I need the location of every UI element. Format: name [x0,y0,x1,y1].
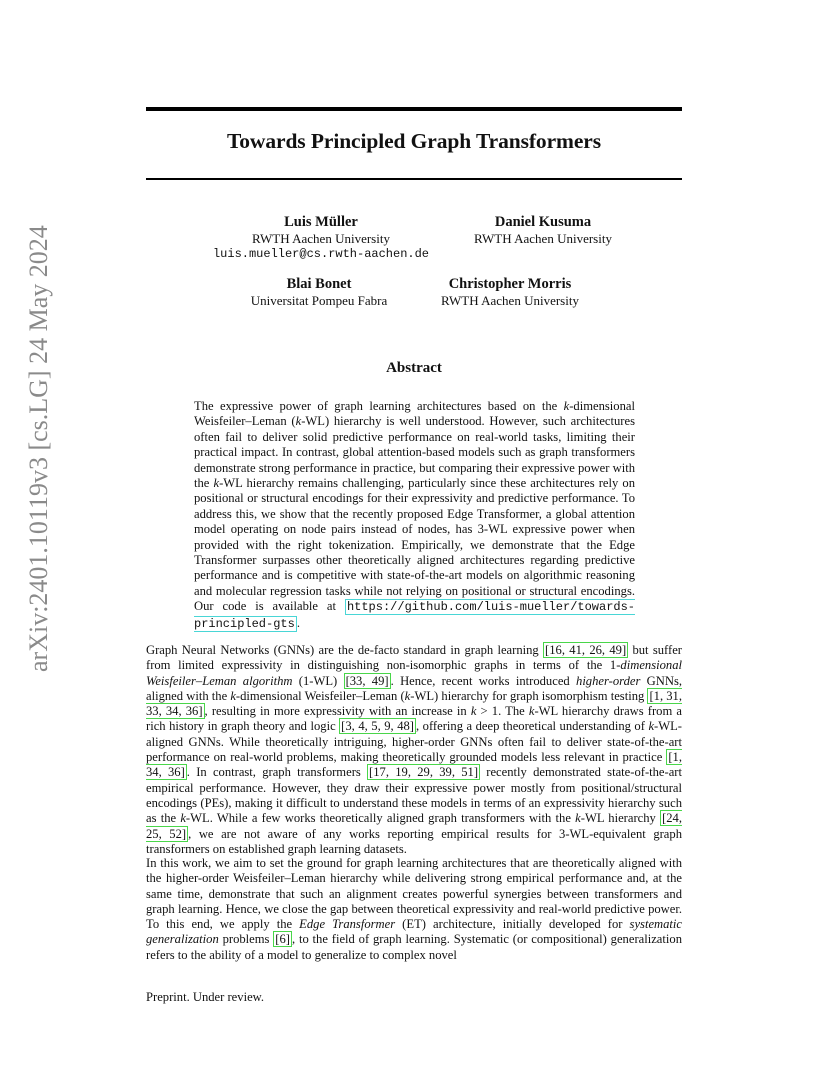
arxiv-identifier: arXiv:2401.10119v3 [cs.LG] 24 May 2024 [24,225,53,672]
intro-paragraph-1: Graph Neural Networks (GNNs) are the de-facto standard in graph learning [16, 41, 26, 49] but suffer from limited expressivity in distinguishing non-isomorphic graphs in terms of the 1-dimensional Weisfeiler–Leman algorithm (1-WL) [33, 49] . Hence, recent works introduced higher-order GNNs, aligned with the k-dimensional Weisfeiler–Leman (k-WL) hierarchy for graph isomorphism testing [1, 31, 33, 34, 36] , resulting in more expressivity with an increase in k > 1. The k-WL hierarchy draws from a rich history in graph theory and logic [3, 4, 5, 9, 48] , offering a deep theoretical understanding of k-WL-aligned GNNs. While theoretically intriguing, higher-order GNNs often fail to deliver state-of-the-art performance on real-world problems, making theoretically grounded models less relevant in practice [1, 34, 36] . In contrast, graph transformers [17, 19, 29, 39, 51] recently demonstrated state-of-the-art empirical performance. However, they draw their expressive power mostly from positional/structural encodings (PEs), making it difficult to understand these models in terms of an expressivity hierarchy such as the k-WL. While a few works theoretically aligned graph transformers with the k-WL hierarchy [24, 25, 52] , we are not aware of any works reporting empirical results for 3-WL-equivalent graph transformers on established graph learning datasets. [146,643,683,856]
author-name: Blai Bonet [286,276,352,292]
author-block [219,275,419,309]
author-block [443,213,643,247]
citation-link[interactable]: [6] [275,932,290,947]
citation-link[interactable]: [1, 31, 33, 34, 36] [146,688,682,719]
author-email[interactable]: luis.mueller@cs.rwth-aachen.de [212,246,430,261]
intro-paragraph-2: In this work, we aim to set the ground for graph learning architectures that are theoretically aligned with the higher-order Weisfeiler–Leman hierarchy while delivering strong empirical performance and, at the same time, demonstrate that such an alignment creates powerful synergies between transformers and graph learning. Hence, we close the gap between theoretical expressivity and real-world predictive power. To this end, we apply the Edge Transformer (ET) architecture, initially developed for systematic generalization problems [6] , to the field of graph learning. Systematic (or compositional) generalization refers to the ability of a model to generalize to complex novel [146,856,683,962]
author-name: Daniel Kusuma [494,214,592,230]
author-affiliation: Universitat Pompeu Fabra [250,293,388,308]
author-affiliation: RWTH Aachen University [474,231,612,246]
author-block [410,275,610,309]
citation-link[interactable]: [1, 34, 36] [146,750,682,780]
author-name: Christopher Morris [448,276,572,292]
citation-link[interactable]: [17, 19, 29, 39, 51] [369,765,479,780]
author-block [196,213,446,262]
author-affiliation: RWTH Aachen University [252,231,390,246]
author-affiliation: RWTH Aachen University [441,293,579,308]
title-bottom-rule [146,178,682,180]
citation-link[interactable]: [24, 25, 52] [146,811,682,841]
code-url-link[interactable]: https://github.com/luis-mueller/towards-principled-gts [194,600,635,631]
citation-link[interactable]: [16, 41, 26, 49] [545,643,627,657]
abstract-heading: Abstract [386,360,442,376]
abstract-text: The expressive power of graph learning architectures based on the k-dimensional Weisfeiler–Leman (k-WL) hierarchy is well understood. However, such architectures often fail to deliver solid predictive performance on real-world tasks, limiting their practical impact. In contrast, global attention-based models such as graph transformers demonstrate strong performance in practice, but comparing their expressive power with the k-WL hierarchy remains challenging, particularly since these architectures rely on positional or structural encodings for their expressivity and predictive performance. To address this, we show that the recently proposed Edge Transformer, a global attention model operating on node pairs instead of nodes, has 3-WL expressive power when provided with the right tokenization. Empirically, we demonstrate that the Edge Transformer surpasses other theoretically aligned architectures regarding predictive performance and is competitive with state-of-the-art models on algorithmic reasoning and molecular regression tasks while not relying on positional or structural encodings. Our code is available at https://github.com/luis-mueller/towards-principled-gts . [194,399,635,631]
author-name: Luis Müller [284,214,358,230]
paper-title: Towards Principled Graph Transformers [227,129,601,153]
footer-note: Preprint. Under review. [146,990,265,1004]
citation-link[interactable]: [3, 4, 5, 9, 48] [341,719,414,734]
title-top-rule [146,107,682,111]
citation-link[interactable]: [33, 49] [345,673,389,688]
